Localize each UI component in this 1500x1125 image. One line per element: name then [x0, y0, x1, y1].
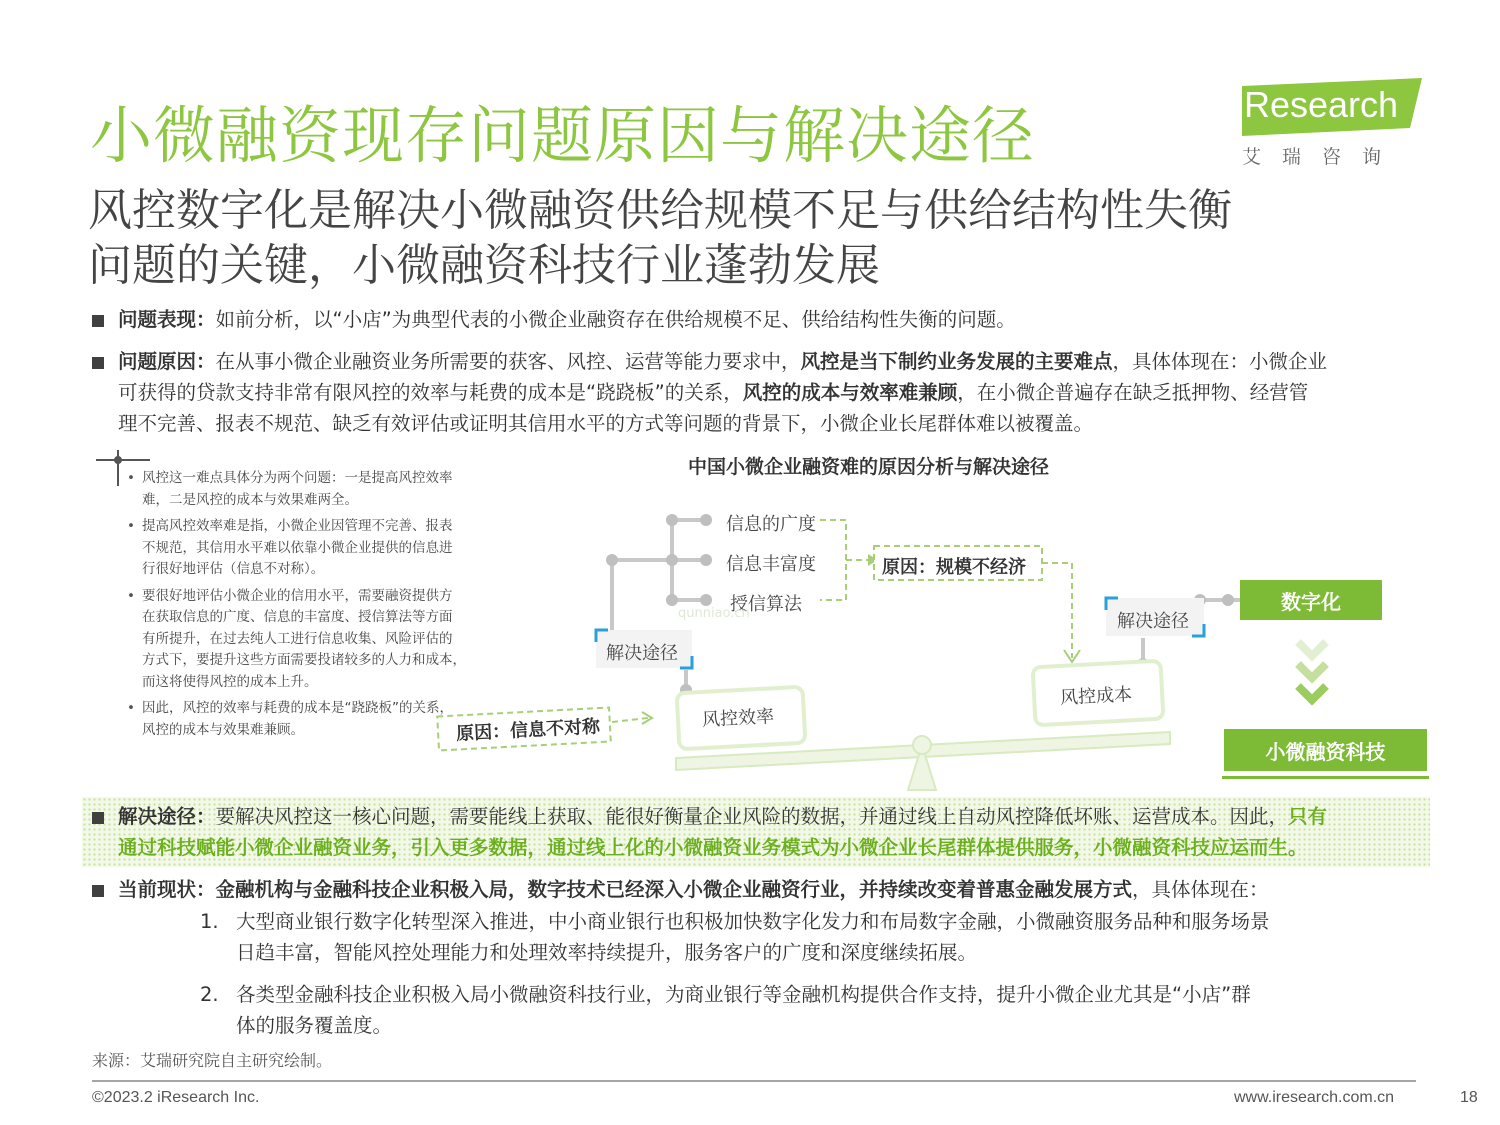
chevron-down-icon [1298, 642, 1326, 700]
list-line: 大型商业银行数字化转型深入推进，中小商业银行也积极加快数字化发力和布局数字金融，小微融资服务品种和服务场景 [236, 910, 1270, 933]
connector-node [1222, 594, 1234, 606]
info-connector-nodes [606, 514, 712, 696]
current-status-text: ，具体体现在： [1132, 878, 1269, 901]
cause-scale-label: 原因：规模不经济 [882, 557, 1026, 578]
digitalization-box: 数字化 [1240, 580, 1382, 620]
note-line: 不规范，其信用水平难以依靠小微企业提供的信息进 [142, 539, 453, 556]
problem-cause-text: 理不完善、报表不规范、缺乏有效评估或证明其信用水平的方式等问题的背景下，小微企业长尾群体难以被覆盖。 [118, 412, 1094, 435]
note-line: • 因此，风控的效率与耗费的成本是“跷跷板”的关系， [142, 700, 453, 716]
bullet-square-icon [92, 885, 104, 897]
fintech-box: 小微融资科技 [1224, 729, 1427, 771]
note-line: 风控的成本与效果难兼顾。 [142, 721, 304, 738]
problem-cause-emphasis: 风控是当下制约业务发展的主要难点 [800, 350, 1113, 373]
problem-cause-text: 在从事小微企业融资业务所需要的获客、风控、运营等能力要求中， [215, 350, 801, 373]
page-title: 小微融资现存问题原因与解决途径 [90, 99, 1036, 172]
problem-cause-emphasis: 风控的成本与效率难兼顾 [742, 381, 958, 404]
note-line: 行很好地评估（信息不对称）。 [142, 561, 325, 577]
solution-text: 要解决风控这一核心问题，需要能线上获取、能很好衡量企业风险的数据，并通过线上自动风控降低坏账、运营成本。因此， [215, 805, 1289, 828]
subtitle-line-2: 问题的关键，小微融资科技行业蓬勃发展 [88, 240, 880, 291]
problem-cause-text: 可获得的贷款支持非常有限风控的效率与耗费的成本是“跷跷板”的关系， [118, 381, 743, 404]
copyright: ©2023.2 iResearch Inc. [92, 1089, 260, 1106]
solution-left-label: 解决途径 [606, 643, 678, 664]
list-line: 体的服务覆盖度。 [236, 1014, 393, 1037]
note-item [122, 698, 498, 741]
list-number: 1. [200, 910, 219, 933]
note-line: 方式下，要提升这些方面需要投诸较多的人力和成本， [142, 652, 466, 668]
dashed-connector-to-efficiency [612, 718, 648, 722]
note-line: 难，二是风控的成本与效果难两全。 [142, 491, 358, 508]
fintech-underline [1222, 776, 1429, 779]
dashed-bracket [820, 520, 868, 600]
note-item [122, 586, 498, 694]
solution-label: 解决途径： [118, 805, 216, 828]
status-list-item-1 [200, 906, 1270, 968]
note-item [122, 516, 498, 581]
footer-divider [92, 1080, 1416, 1082]
credit-algorithm-label: 授信算法 [730, 594, 802, 615]
list-number: 2. [200, 983, 219, 1006]
list-line: 各类型金融科技企业积极入局小微融资科技行业，为商业银行等金融机构提供合作支持，提升小微企业尤其是“小店”群 [236, 983, 1251, 1006]
solution-right-label: 解决途径 [1117, 611, 1189, 632]
subtitle-line-1: 风控数字化是解决小微融资供给规模不足与供给结构性失衡 [88, 185, 1232, 236]
problem-cause-text: ，具体体现在：小微企业 [1112, 350, 1328, 373]
page-number: 18 [1460, 1089, 1478, 1106]
note-line: • 要很好地评估小微企业的信用水平，需要融资提供方 [142, 587, 453, 604]
cause-info-label: 原因：信息不对称 [455, 716, 601, 745]
logo-chinese-name: 艾瑞咨询 [1242, 146, 1403, 168]
cost-label: 风控成本 [1059, 684, 1133, 709]
bullet-square-icon [92, 812, 104, 824]
solution-emphasis: 只有 [1288, 805, 1328, 828]
current-status-label: 当前现状： [118, 878, 216, 901]
note-line: • 提高风控效率难是指，小微企业因管理不完善、报表 [142, 518, 453, 534]
info-breadth-label: 信息的广度 [726, 514, 816, 535]
note-line: 有所提升，在过去纯人工进行信息收集、风险评估的 [142, 630, 453, 647]
problem-cause-label: 问题原因： [118, 350, 216, 373]
diagram-title: 中国小微企业融资难的原因分析与解决途径 [688, 456, 1050, 478]
current-status-paragraph [92, 874, 1269, 905]
current-status-emphasis: 金融机构与金融科技企业积极入局，数字技术已经深入小微企业融资行业，并持续改变着普惠金融发展方式 [215, 878, 1133, 901]
problem-performance-label: 问题表现： [118, 308, 216, 331]
efficiency-label: 风控效率 [701, 706, 775, 731]
solution-emphasis: 通过科技赋能小微企业融资业务，引入更多数据，通过线上化的小微融资业务模式为小微企业长尾群体提供服务，小微融资科技应运而生。 [118, 836, 1308, 859]
note-line: 而这将使得风控的成本上升。 [142, 673, 318, 690]
solution-paragraph [92, 801, 1327, 863]
diagram-notes [122, 468, 498, 746]
source-note: 来源：艾瑞研究院自主研究绘制。 [92, 1051, 333, 1070]
note-item [122, 468, 498, 511]
list-line: 日趋丰富，智能风控处理能力和处理效率持续提升，服务客户的广度和深度继续拓展。 [236, 941, 978, 964]
watermark: qunniao.cn [678, 606, 750, 621]
note-line: 在获取信息的广度、信息的丰富度、授信算法等方面 [142, 609, 453, 625]
dashed-connector-to-cost [1042, 563, 1072, 658]
status-list-item-2 [200, 979, 1251, 1041]
note-line: • 风控这一难点具体分为两个问题：一是提高风控效率 [142, 470, 453, 486]
website-link[interactable]: www.iresearch.com.cn [1234, 1089, 1395, 1106]
info-richness-label: 信息丰富度 [726, 554, 816, 575]
problem-cause-text: ，在小微企普遍存在缺乏抵押物、经营管 [957, 381, 1309, 404]
logo-wordmark: iResearch [1236, 84, 1399, 125]
problem-performance-text: 如前分析，以“小店”为典型代表的小微企业融资存在供给规模不足、供给结构性失衡的问题。 [215, 308, 1016, 331]
